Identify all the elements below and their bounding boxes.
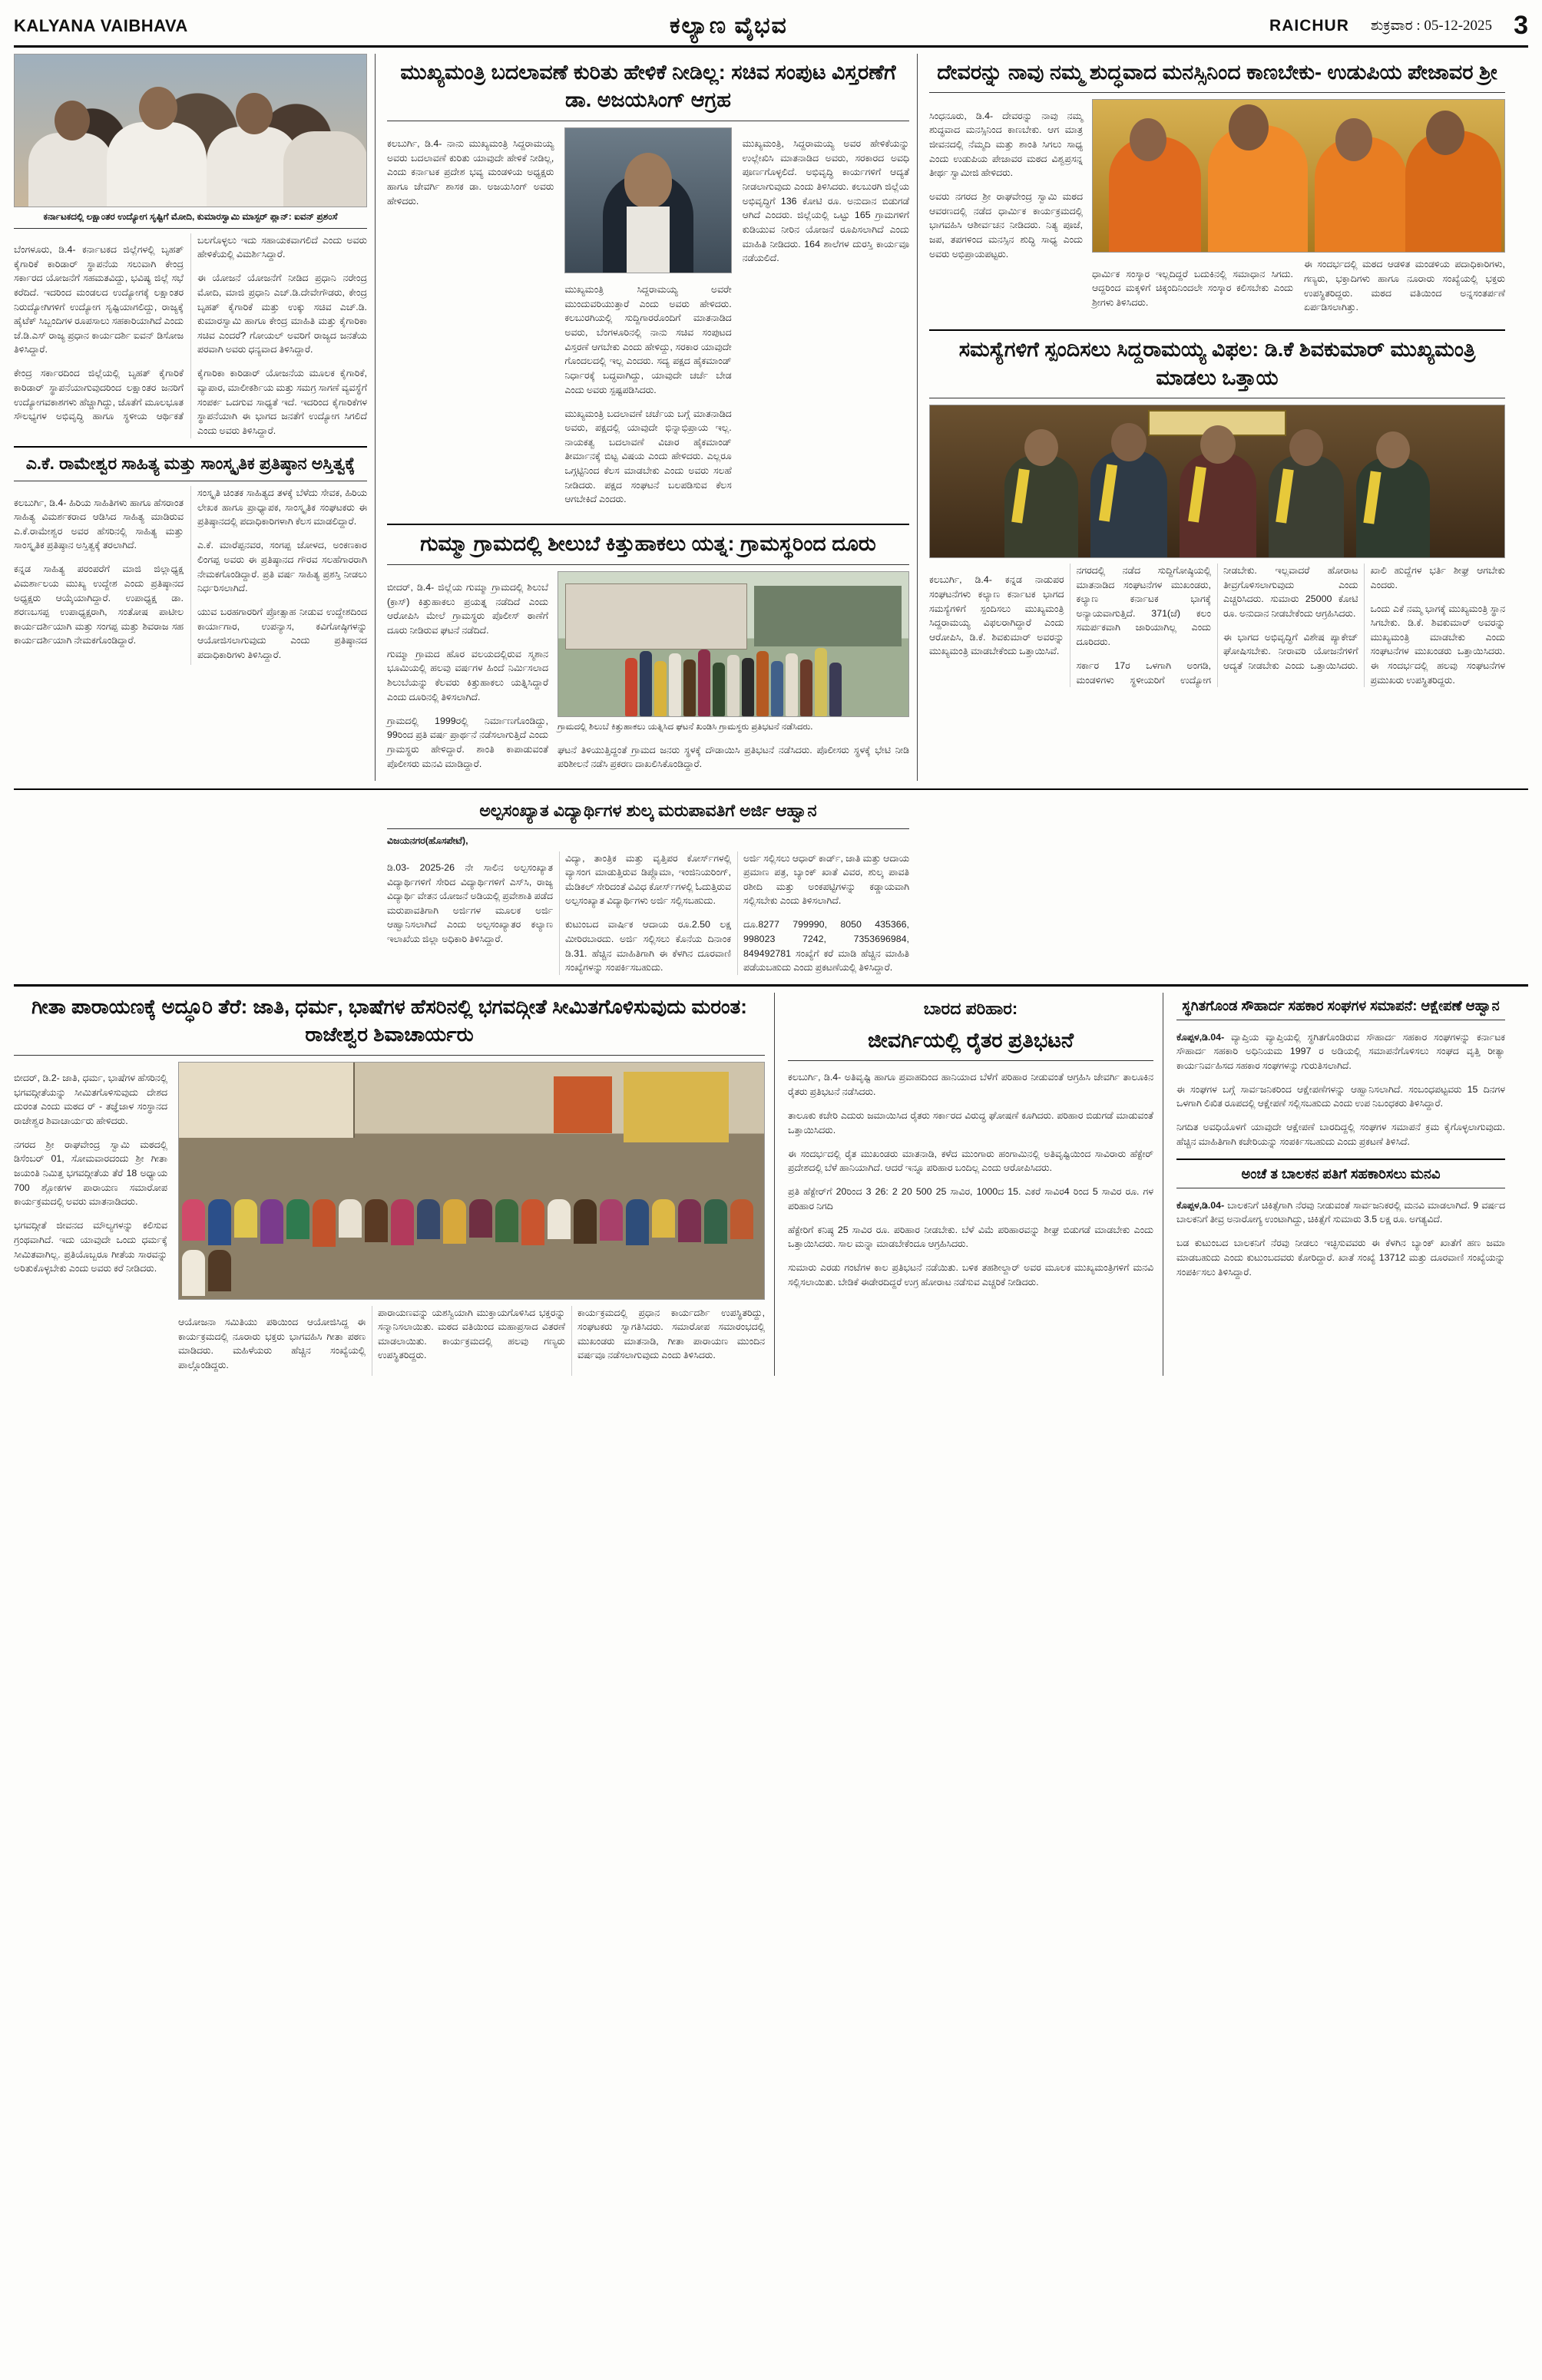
paragraph: ಕಲಬುರ್ಗಿ, ಡಿ.4- ಹಿರಿಯ ಸಾಹಿತಿಗಳು ಹಾಗೂ ಹೆಸರಾಂತ ಸಾಹಿತ್ಯ ವಿಮರ್ಶಕರಾದ ಆಡಿಸಿದ ಸಾಹಿತ್ಯ ಮಾಡಿರುವ ಎ.ಕೆ.ರಾಮೇಶ್ವರ ಅವರ ಹೆಸರಿನಲ್ಲಿ ಸಾಹಿತ್ಯ ಮತ್ತು ಸಾಂಸ್ಕೃತಿಕ ಪ್ರತಿಷ್ಠಾನ ಅಸ್ತಿತ್ವಕ್ಕೆ ತರಲಾಗಿದೆ. [14, 497, 184, 551]
story-2-headline: ಮುಖ್ಯಮಂತ್ರಿ ಬದಲಾವಣೆ ಕುರಿತು ಹೇಳಿಕೆ ನೀಡಿಲ್ಲ: ಸಚಿವ ಸಂಪುಟ ವಿಸ್ತರಣೆಗೆ ಡಾ. ಅಜಯಸಿಂಗ್ ಆಗ್ರಹ [400, 61, 896, 112]
paragraph: ಕುಟುಂಬದ ವಾರ್ಷಿಕ ಆದಾಯ ರೂ.2.50 ಲಕ್ಷ ಮೀರಿರಬಾರದು. ಅರ್ಜಿ ಸಲ್ಲಿಸಲು ಕೊನೆಯ ದಿನಾಂಕ ಡಿ.31. ಹೆಚ್ಚಿನ ಮಾಹಿತಿಗಾಗಿ ಈ ಕೆಳಗಿನ ದೂರವಾಣಿ ಸಂಖ್ಯೆಗಳನ್ನು ಸಂಪರ್ಕಿಸಬಹುದು. [565, 919, 731, 973]
paragraph: ಸಂಸ್ಕೃತಿ ಚಿಂತಕ ಸಾಹಿತ್ಯದ ತಳಕ್ಕೆ ಬೆಳೆದು ಸೇವಕ, ಹಿರಿಯ ಲೇಖಕ ಹಾಗೂ ಪ್ರಾಧ್ಯಾಪಕ, ಸಾಂಸ್ಕೃತಿಕ ಸಂಘಟಕರು ಈ ಪ್ರತಿಷ್ಠಾನದಲ್ಲಿ ಪದಾಧಿಕಾರಿಗಳಾಗಿ ಕೆಲಸ ಮಾಡಲಿದ್ದಾರೆ. [197, 488, 367, 527]
paragraph: ಈ ಭಾಗದ ಅಭಿವೃದ್ಧಿಗೆ ವಿಶೇಷ ಪ್ಯಾಕೇಜ್ ಘೋಷಿಸಬೇಕು. ನೀರಾವರಿ ಯೋಜನೆಗಳಿಗೆ ಆದ್ಯತೆ ನೀಡಬೇಕು ಎಂದು ಒತ್ತಾಯಿಸಿದರು. ಖಾಲಿ ಹುದ್ದೆಗಳ ಭರ್ತಿ ಶೀಘ್ರ ಆಗಬೇಕು ಎಂದರು. [1223, 565, 1505, 672]
story-2 [379, 54, 917, 781]
paragraph: ಮುಖ್ಯಮಂತ್ರಿ ಬದಲಾವಣೆ ಚರ್ಚೆಯ ಬಗ್ಗೆ ಮಾತನಾಡಿದ ಅವರು, ಪಕ್ಷದಲ್ಲಿ ಯಾವುದೇ ಭಿನ್ನಾಭಿಪ್ರಾಯ ಇಲ್ಲ. ನಾಯಕತ್ವ ಬದಲಾವಣೆ ವಿಚಾರ ಹೈಕಮಾಂಡ್ ತೀರ್ಮಾನಕ್ಕೆ ಬಿಟ್ಟ ವಿಷಯ ಎಂದು ಹೇಳಿದರು. ಎಲ್ಲರೂ ಒಗ್ಗಟ್ಟಿನಿಂದ ಕೆಲಸ ಮಾಡಬೇಕು ಎಂದು ಅವರು ಸಲಹೆ ನೀಡಿದರು. ಪಕ್ಷದ ಸಂಘಟನೆ ಬಲಪಡಿಸುವ ಕೆಲಸ ಆಗಬೇಕಿದೆ ಎಂದರು. [564, 408, 732, 505]
paragraph: ಒಂದು ಎಕೆ ನಮ್ಮ ಭಾಗಕ್ಕೆ ಮುಖ್ಯಮಂತ್ರಿ ಸ್ಥಾನ ಸಿಗಬೇಕು. ಡಿ.ಕೆ. ಶಿವಕುಮಾರ್ ಅವರನ್ನು ಮುಖ್ಯಮಂತ್ರಿ ಮಾಡಬೇಕು ಎಂದು ಸಂಘಟನೆಗಳ ಮುಖಂಡರು ಒತ್ತಾಯಿಸಿದರು. ಈ ಸಂದರ್ಭದಲ್ಲಿ ಹಲವು ಸಂಘಟನೆಗಳ ಪ್ರಮುಖರು ಉಪಸ್ಥಿತರಿದ್ದರು. [1370, 603, 1505, 686]
story-3-photo [1092, 99, 1505, 253]
story-6-headline: ಸಮಸ್ಯೆಗಳಿಗೆ ಸ್ಪಂದಿಸಲು ಸಿದ್ದರಾಮಯ್ಯ ವಿಫಲ: ಡಿ.ಕೆ ಶಿವಕುಮಾರ್ ಮುಖ್ಯಮಂತ್ರಿ ಮಾಡಲು ಒತ್ತಾಯ [958, 338, 1476, 389]
paragraph: ಸರ್ಕಾರ 17ರ ಒಳಗಾಗಿ ಅಂಗಡಿ, ಮಂಡಳಿಗಳು ಸ್ಥಳೀಯರಿಗೆ ಉದ್ಯೋಗ ನೀಡಬೇಕು. ಇಲ್ಲವಾದರೆ ಹೋರಾಟ ತೀವ್ರಗೊಳಿಸಲಾಗುವುದು ಎಂದು ಎಚ್ಚರಿಸಿದರು. ಸುಮಾರು 25000 ಕೋಟಿ ರೂ. ಅನುದಾನ ನೀಡಬೇಕೆಂದು ಆಗ್ರಹಿಸಿದರು. [1076, 565, 1358, 686]
paragraph: ಗುಮ್ಮಾ ಗ್ರಾಮದ ಹೊರ ವಲಯದಲ್ಲಿರುವ ಸ್ಮಶಾನ ಭೂಮಿಯಲ್ಲಿ ಹಲವು ವರ್ಷಗಳ ಹಿಂದೆ ನಿರ್ಮಿಸಲಾದ ಶಿಲುಬೆಯನ್ನು ಕೆಲವರು ಕಿತ್ತುಹಾಕಲು ಯತ್ನಿಸಿದ್ದಾರೆ ಎಂದು ದೂರಿನಲ್ಲಿ ತಿಳಿಸಲಾಗಿದೆ. [387, 648, 548, 702]
story-4-caption: ಗ್ರಾಮದಲ್ಲಿ ಶಿಲುಬೆ ಕಿತ್ತುಹಾಕಲು ಯತ್ನಿಸಿದ ಘಟನೆ ಖಂಡಿಸಿ ಗ್ರಾಮಸ್ಥರು ಪ್ರತಿಭಟನೆ ನಡೆಸಿದರು. [558, 722, 813, 732]
paragraph: ಬೆಂಗಳೂರು, ಡಿ.4- ಕರ್ನಾಟಕದ ಜಿಲ್ಲೆಗಳಲ್ಲಿ ಬೃಹತ್ ಕೈಗಾರಿಕೆ ಕಾರಿಡಾರ್ ಸ್ಥಾಪನೆಯ ಸಲುವಾಗಿ ಕೇಂದ್ರ ಸರ್ಕಾರದ ಯೋಜನೆಗೆ ಸಹಮತವಿದ್ದು, ಭವಿಷ್ಯ ಜಿಲ್ಲೆ ಸಭೆ ಕರೆದಿದೆ. ಇದರಿಂದ ಮಂಡಲದ ಉದ್ಯೋಗಕ್ಕೆ ಲಕ್ಷಾಂತರ ನಿರುದ್ಯೋಗಿಗಳಿಗೆ ಉದ್ಯೋಗ ಸೃಷ್ಟಿಯಾಗಲಿದ್ದು, ರಾಜ್ಯಕ್ಕೆ ಹೈಟೆಕ್ ಸಿಬ್ಬಂದಿಗಳ ರೂಪಸಾಲು ಸಹಕಾರಿಯಾಗಿದೆ ಎಂದು ಜೆ.ಡಿ.ಎಸ್ ರಾಜ್ಯ ಪ್ರಧಾನ ಕಾರ್ಯದರ್ಶಿ ಐವನ್ ಡಿಸೋಜ ತಿಳಿಸಿದ್ದಾರೆ. [14, 244, 184, 355]
paragraph: ಯುವ ಬರಹಗಾರರಿಗೆ ಪ್ರೋತ್ಸಾಹ ನೀಡುವ ಉದ್ದೇಶದಿಂದ ಕಾರ್ಯಾಗಾರ, ಉಪನ್ಯಾಸ, ಕವಿಗೋಷ್ಠಿಗಳನ್ನು ಆಯೋಜಿಸಲಾಗುವುದು ಎಂದು ಪ್ರತಿಷ್ಠಾನದ ಪದಾಧಿಕಾರಿಗಳು ತಿಳಿಸಿದ್ದಾರೆ. [197, 607, 367, 661]
paragraph: ಕಾರ್ಯಕ್ರಮದಲ್ಲಿ ಪ್ರಧಾನ ಕಾರ್ಯದರ್ಶಿ ಉಪಸ್ಥಿತರಿದ್ದು, ಸಂಘಟಕರು ಸ್ವಾಗತಿಸಿದರು. ಸಮಾರೋಪ ಸಮಾರಂಭದಲ್ಲಿ ಮುಖಂಡರು ಮಾತನಾಡಿ, ಗೀತಾ ಪಾರಾಯಣ ಮುಂದಿನ ವರ್ಷವೂ ನಡೆಸಲಾಗುವುದು ಎಂದು ತಿಳಿಸಿದರು. [577, 1307, 765, 1361]
story-3-col-1 [929, 99, 1083, 322]
story-1 [14, 54, 375, 781]
story-9-kicker: ಬಾರದ ಪರಿಹಾರ: [923, 998, 1018, 1018]
story-4-headline: ಗುಮ್ಮಾ ಗ್ರಾಮದಲ್ಲಿ ಶೀಲುಬೆ ಕಿತ್ತುಹಾಕಲು ಯತ್ನ: ಗ್ರಾಮಸ್ಥರಿಂದ ದೂರು [420, 532, 876, 556]
story-4-col-1 [387, 571, 548, 782]
story-1-caption: ಕರ್ನಾಟಕದಲ್ಲಿ ಲಕ್ಷಾಂತರ ಉದ್ಯೋಗ ಸೃಷ್ಟಿಗೆ ಮೋದಿ, ಕುಮಾರಸ್ವಾಮಿ ಮಾಸ್ಟರ್ ಪ್ಲಾನ್: ಐವನ್ ಪ್ರಶಂಸೆ [43, 211, 338, 222]
story-2-col-1 [387, 127, 554, 516]
masthead-left-title: KALYANA VAIBHAVA [14, 15, 188, 35]
paragraph: ಭಗವದ್ಗೀತೆ ಜೀವನದ ಮೌಲ್ಯಗಳನ್ನು ಕಲಿಸುವ ಗ್ರಂಥವಾಗಿದೆ. ಇದು ಯಾವುದೇ ಒಂದು ಧರ್ಮಕ್ಕೆ ಸೀಮಿತವಾಗಿಲ್ಲ. ಪ್ರತಿಯೊಬ್ಬರೂ ಗೀತೆಯ ಸಾರವನ್ನು ಅರಿತುಕೊಳ್ಳಬೇಕು ಎಂದು ಅವರು ಕರೆ ನೀಡಿದರು. [14, 1220, 167, 1274]
story-7-headline: ಅಲ್ಪಸಂಖ್ಯಾತ ವಿದ್ಯಾರ್ಥಿಗಳ ಶುಲ್ಕ ಮರುಪಾವತಿಗೆ ಅರ್ಜಿ ಆಹ್ವಾನ [479, 801, 817, 821]
story-3 [922, 54, 1505, 781]
masthead [14, 11, 1528, 48]
paragraph: ಕಲಬುರ್ಗಿ, ಡಿ.4- ಅತಿವೃಷ್ಟಿ ಹಾಗೂ ಪ್ರವಾಹದಿಂದ ಹಾನಿಯಾದ ಬೆಳೆಗೆ ಪರಿಹಾರ ನೀಡುವಂತೆ ಆಗ್ರಹಿಸಿ ಜೇವರ್ಗಿ ತಾಲೂಕಿನ ರೈತರು ಪ್ರತಿಭಟನೆ ನಡೆಸಿದರು. [788, 1072, 1153, 1097]
story-3-headline: ದೇವರನ್ನು ನಾವು ನಮ್ಮ ಶುದ್ಧವಾದ ಮನಸ್ಸಿನಿಂದ ಕಾಣಬೇಕು- ಉಡುಪಿಯ ಪೇಜಾವರ ಶ್ರೀ [937, 61, 1497, 84]
story-8-body [178, 1306, 765, 1376]
masthead-date: 05-12-2025 [1424, 17, 1493, 34]
paragraph: ಕನ್ನಡ ಸಾಹಿತ್ಯ ಪರಂಪರೆಗೆ ಮಾಜಿ ಜಿಲ್ಲಾಧ್ಯಕ್ಷ ವಿಮರ್ಶಾಲಯ ಮುಖ್ಯ ಉದ್ದೇಶ ಎಂದು ಪ್ರತಿಷ್ಠಾನದ ಅಧ್ಯಕ್ಷರು ಆಯ್ಕೆಯಾಗಿದ್ದಾರೆ. ಉಪಾಧ್ಯಕ್ಷ ಡಾ. ಶರಣಬಸಪ್ಪ ಉಪಾಧ್ಯಕ್ಷರಾಗಿ, ಸಂತೋಷ ಪಾಟೀಲ ಕಾರ್ಯದರ್ಶಿಯಾಗಿ ಮತ್ತು ಸಂಗಪ್ಪ ಮತ್ತು ಶಿವರಾಜ ಸಹ ಕಾರ್ಯದರ್ಶಿಯಾಗಿ ನೇಮಕಗೊಂಡಿದ್ದಾರೆ. [14, 564, 184, 646]
paragraph: ಈ ಯೋಜನೆ ಯೋಜನೆಗೆ ನೀಡಿದ ಪ್ರಧಾನಿ ನರೇಂದ್ರ ಮೋದಿ, ಮಾಜಿ ಪ್ರಧಾನಿ ಎಚ್.ಡಿ.ದೇವೇಗೌಡರು, ಕೇಂದ್ರ ಬೃಹತ್ ಕೈಗಾರಿಕೆ ಮತ್ತು ಉಕ್ಕು ಸಚಿವ ಎಚ್.ಡಿ. ಕುಮಾರಸ್ವಾಮಿ ಹಾಗೂ ಕೇಂದ್ರ ಮಾಹಿತಿ ಮತ್ತು ಕೈಗಾರಿಕಾ ಸಚಿವ ಎಂದರೆ? ಗೋಯಲ್ ಅವರಿಗೆ ರಾಜ್ಯದ ಜನತೆಯ ಪರವಾಗಿ ಅವರು ಧನ್ಯವಾದ ತಿಳಿಸಿದ್ದಾರೆ. [197, 273, 367, 355]
paragraph: ಬಾಲಕನಿಗೆ ಚಿಕಿತ್ಸೆಗಾಗಿ ನೆರವು ನೀಡುವಂತೆ ಸಾರ್ವಜನಿಕರಲ್ಲಿ ಮನವಿ ಮಾಡಲಾಗಿದೆ. 9 ವರ್ಷದ ಬಾಲಕನಿಗೆ ತೀವ್ರ ಅನಾರೋಗ್ಯ ಉಂಟಾಗಿದ್ದು, ಚಿಕಿತ್ಸೆಗೆ ಸುಮಾರು 3.5 ಲಕ್ಷ ರೂ. ಅಗತ್ಯವಿದೆ. [1176, 1199, 1505, 1225]
story-8-col-1 [14, 1062, 167, 1376]
paragraph: ಕಲಬುರ್ಗಿ, ಡಿ.4- ಕನ್ನಡ ನಾಡುಪರ ಸಂಘಟನೆಗಳು ಕಲ್ಯಾಣ ಕರ್ನಾಟಕ ಭಾಗದ ಸಮಸ್ಯೆಗಳಿಗೆ ಸ್ಪಂದಿಸಲು ಮುಖ್ಯಮಂತ್ರಿ ಸಿದ್ದರಾಮಯ್ಯ ವಿಫಲರಾಗಿದ್ದಾರೆ ಎಂದು ಆರೋಪಿಸಿ, ಡಿ.ಕೆ. ಶಿವಕುಮಾರ್ ಅವರನ್ನು ಮುಖ್ಯಮಂತ್ರಿ ಮಾಡಬೇಕೆಂದು ಒತ್ತಾಯಿಸಿವೆ. [929, 574, 1064, 657]
page-number: 3 [1514, 11, 1528, 40]
story-8-headline: ಗೀತಾ ಪಾರಾಯಣಕ್ಕೆ ಅದ್ಧೂರಿ ತೆರೆ: ಜಾತಿ, ಧರ್ಮ, ಭಾಷೆಗಳ ಹೆಸರಿನಲ್ಲಿ ಭಗವದ್ಗೀತೆ ಸೀಮಿತಗೊಳಿಸುವುದು ಮರಂತ: ರಾಜೇಶ್ವರ ಶಿವಾಚಾರ್ಯರು [31, 994, 747, 1046]
paragraph: ವ್ಯಾಪ್ತಿಯ ವ್ಯಾಪ್ತಿಯಲ್ಲಿ ಸ್ಥಗಿತಗೊಂಡಿರುವ ಸೌಹಾರ್ದ ಸಹಕಾರ ಸಂಘಗಳನ್ನು ಕರ್ನಾಟಕ ಸೌಹಾರ್ದ ಸಹಕಾರಿ ಅಧಿನಿಯಮ 1997 ರ ಅಡಿಯಲ್ಲಿ ಸಮಾಪನೆಗೊಳಿಸಲು ಸಂಘದ ವೃತ್ತಿ ರೀತ್ಯಾ ಕಾರ್ಯನಿರ್ವಹಿಸದ ಸಹಕಾರ ಸಂಘಗಳನ್ನು ಗುರುತಿಸಲಾಗಿದೆ. [1176, 1031, 1505, 1071]
story-7 [379, 795, 917, 975]
paragraph: ಪ್ರತಿ ಹೆಕ್ಟೇರ್‌ಗೆ 20ರಿಂದ 3 26: 2 20 500 25 ಸಾವಿರ, 1000ದ 15. ಎಕರೆ ಸಾವಿರ4 ರಿಂದ 5 ಸಾವಿರ ರೂ. ಗಳ ಪರಿಹಾರ ನಿಗದಿ [788, 1186, 1153, 1211]
story-10-body [1176, 1030, 1505, 1149]
story-2-col-2 [564, 127, 731, 516]
paragraph: ಡಿ.03- 2025-26 ನೇ ಸಾಲಿನ ಅಲ್ಪಸಂಖ್ಯಾತ ವಿದ್ಯಾರ್ಥಿಗಳಿಗೆ ಸೇರಿದ ವಿದ್ಯಾರ್ಥಿಗಳಿಗೆ ಎಸ್‌ಸಿ, ರಾಜ್ಯ ವಿದ್ಯಾರ್ಥಿ ವೇತನ ಯೋಜನೆ ಅಡಿಯಲ್ಲಿ ಪ್ರವೇಶಾತಿ ಪಡೆದ ಮರುಪಾವತಿಗಾಗಿ ಅರ್ಜಿಗಳ ಮೂಲಕ ಅರ್ಜಿ ಆಹ್ವಾನಿಸಲಾಗಿದೆ ಎಂದು ಅಲ್ಪಸಂಖ್ಯಾತರ ಕಲ್ಯಾಣ ಇಲಾಖೆಯ ಜಿಲ್ಲಾ ಅಧಿಕಾರಿ ತಿಳಿಸಿದ್ದಾರೆ. [387, 861, 554, 945]
story-11-body [1176, 1198, 1505, 1279]
paragraph: ಅರ್ಜಿ ಸಲ್ಲಿಸಲು ಆಧಾರ್ ಕಾರ್ಡ್, ಜಾತಿ ಮತ್ತು ಆದಾಯ ಪ್ರಮಾಣ ಪತ್ರ, ಬ್ಯಾಂಕ್ ಖಾತೆ ವಿವರ, ಶುಲ್ಕ ಪಾವತಿ ರಶೀದಿ ಮತ್ತು ಅಂಕಪಟ್ಟಿಗಳನ್ನು ಕಡ್ಡಾಯವಾಗಿ ಸಲ್ಲಿಸಬೇಕು ಎಂದು ತಿಳಿಸಲಾಗಿದೆ. [743, 852, 909, 907]
story-1-photo [14, 54, 367, 207]
bottom-right-column [1167, 993, 1505, 1376]
masthead-city: RAICHUR [1269, 16, 1349, 35]
paragraph: ಮುಖ್ಯಮಂತ್ರಿ, ಸಿದ್ದರಾಮಯ್ಯ ಅವರ ಹೇಳಿಕೆಯನ್ನು ಉಲ್ಲೇಖಿಸಿ ಮಾತನಾಡಿದ ಅವರು, ಸರಕಾರದ ಅವಧಿ ಪೂರ್ಣಗೊಳ್ಳಲಿದೆ. ಅಭಿವೃದ್ಧಿ ಕಾರ್ಯಗಳಿಗೆ ಆದ್ಯತೆ ನೀಡಲಾಗುವುದು ಎಂದು ತಿಳಿಸಿದರು. ಕಲಬುರಗಿ ಜಿಲ್ಲೆಯ ಅಭಿವೃದ್ಧಿಗೆ 136 ಕೋಟಿ ರೂ. ಅನುದಾನ ಬಿಡುಗಡೆ ಆಗಿದೆ ಎಂದರು. ಜಿಲ್ಲೆಯಲ್ಲಿ ಒಟ್ಟು 165 ಗ್ರಾಮಗಳಿಗೆ ಕುಡಿಯುವ ನೀರಿನ ಯೋಜನೆ ರೂಪಿಸಲಾಗಿದೆ ಎಂದು ಮಾಹಿತಿ ನೀಡಿದರು. 164 ಶಾಲೆಗಳ ದುರಸ್ತಿ ಕಾರ್ಯವೂ ನಡೆಯಲಿದೆ. [742, 138, 909, 264]
paragraph: ಪಾರಾಯಣವನ್ನು ಯಶಸ್ವಿಯಾಗಿ ಮುಕ್ತಾಯಗೊಳಿಸಿದ ಭಕ್ತರನ್ನು ಸನ್ಮಾನಿಸಲಾಯಿತು. ಮಠದ ವತಿಯಿಂದ ಮಹಾಪ್ರಸಾದ ವಿತರಣೆ ಮಾಡಲಾಯಿತು. ಕಾರ್ಯಕ್ರಮದಲ್ಲಿ ಹಲವು ಗಣ್ಯರು ಉಪಸ್ಥಿತರಿದ್ದರು. [378, 1307, 565, 1361]
masthead-day: ಶುಕ್ರವಾರ : [1370, 17, 1421, 34]
paragraph: ದೂ.8277 799990, 8050 435366, 998023 7242, 7353696984, 849492781 ಸಂಖ್ಯೆಗೆ ಕರೆ ಮಾಡಿ ಹೆಚ್ಚಿನ ಮಾಹಿತಿ ಪಡೆಯಬಹುದು ಎಂದು ಪ್ರಕಟಣೆಯಲ್ಲಿ ತಿಳಿಸಿದ್ದಾರೆ. [743, 919, 909, 973]
bottom-section [14, 993, 1528, 1376]
story-9-body [788, 1070, 1153, 1289]
paragraph: ಈ ಸಂದರ್ಭದಲ್ಲಿ ಮಠದ ಆಡಳಿತ ಮಂಡಳಿಯ ಪದಾಧಿಕಾರಿಗಳು, ಗಣ್ಯರು, ಭಕ್ತಾದಿಗಳು ಹಾಗೂ ನೂರಾರು ಸಂಖ್ಯೆಯಲ್ಲಿ ಭಕ್ತರು ಉಪಸ್ಥಿತರಿದ್ದರು. ಮಠದ ವತಿಯಿಂದ ಅನ್ನಸಂತರ್ಪಣೆ ಏರ್ಪಡಿಸಲಾಗಿತ್ತು. [1304, 259, 1505, 313]
masthead-center-title: ಕಲ್ಯಾಣ ವೈಭವ [670, 12, 788, 38]
story-2-col-3 [743, 127, 909, 516]
story-10-headline: ಸ್ಥಗಿತಗೊಂಡ ಸೌಹಾರ್ದ ಸಹಕಾರ ಸಂಘಗಳ ಸಮಾಪನೆ: ಆಕ್ಷೇಪಣೆ ಆಹ್ವಾನ [1182, 997, 1500, 1013]
paragraph: ನಗರದ ಶ್ರೀ ರಾಘವೇಂದ್ರ ಸ್ವಾಮಿ ಮಠದಲ್ಲಿ ಡಿಸೆಂಬರ್ 01, ಸೋಮವಾರದಂದು ಶ್ರೀ ಗೀತಾ ಜಯಂತಿ ನಿಮಿತ್ತ ಭಗವದ್ಗೀತೆಯ ತೆರೆ 18 ಅಧ್ಯಾಯ 700 ಶ್ಲೋಕಗಳ ಪಾರಾಯಣ ಸಮಾರೋಪ ಕಾರ್ಯಕ್ರಮದಲ್ಲಿ ಅವರು ಮಾತನಾಡಿದರು. [14, 1139, 167, 1208]
story-9-headline: ಜೀವರ್ಗಿಯಲ್ಲಿ ರೈತರ ಪ್ರತಿಭಟನೆ [867, 1028, 1074, 1052]
paragraph: ಎ.ಕೆ. ಮಾರೆಪ್ಪನವರ, ಸಂಗಪ್ಪ ಜೋಳದ, ಅಂಕಣಕಾರ ಲಿಂಗಪ್ಪ ಅವರು ಈ ಪ್ರತಿಷ್ಠಾನದ ಗೌರವ ಸಲಹೆಗಾರರಾಗಿ ನೇಮಕಗೊಂಡಿದ್ದಾರೆ. ಪ್ರತಿ ವರ್ಷ ಸಾಹಿತ್ಯ ಪ್ರಶಸ್ತಿ ನೀಡಲು ನಿರ್ಧರಿಸಲಾಗಿದೆ. [197, 540, 367, 594]
paragraph: ಬಡ ಕುಟುಂಬದ ಬಾಲಕನಿಗೆ ನೆರವು ನೀಡಲು ಇಚ್ಛಿಸುವವರು ಈ ಕೆಳಗಿನ ಬ್ಯಾಂಕ್ ಖಾತೆಗೆ ಹಣ ಜಮಾ ಮಾಡಬಹುದು ಎಂದು ಕುಟುಂಬದವರು ಕೋರಿದ್ದಾರೆ. ಖಾತೆ ಸಂಖ್ಯೆ 13712 ಮತ್ತು ದೂರವಾಣಿ ಸಂಖ್ಯೆಯನ್ನು ಸಂಪರ್ಕಿಸಲು ತಿಳಿಸಿದ್ದಾರೆ. [1176, 1238, 1505, 1278]
paragraph: ಗ್ರಾಮದಲ್ಲಿ 1999ರಲ್ಲಿ ನಿರ್ಮಾಣಗೊಂಡಿದ್ದು, 99ರಿಂದ ಪ್ರತಿ ವರ್ಷ ಪ್ರಾರ್ಥನೆ ನಡೆಸಲಾಗುತ್ತಿದೆ ಎಂದು ಗ್ರಾಮಸ್ಥರು ಹೇಳಿದ್ದಾರೆ. ಶಾಂತಿ ಕಾಪಾಡುವಂತೆ ಪೊಲೀಸರು ಮನವಿ ಮಾಡಿದ್ದಾರೆ. [387, 715, 548, 769]
story-11-dateline: ಕೊಪ್ಪಳ,ಡಿ.04- [1176, 1199, 1225, 1211]
paragraph: ಹೆಕ್ಟೇರಿಗೆ ಕನಿಷ್ಠ 25 ಸಾವಿರ ರೂ. ಪರಿಹಾರ ನೀಡಬೇಕು. ಬೆಳೆ ವಿಮೆ ಪರಿಹಾರವನ್ನು ಶೀಘ್ರ ಬಿಡುಗಡೆ ಮಾಡಬೇಕು ಎಂದು ಒತ್ತಾಯಿಸಿದರು. ಸಾಲ ಮನ್ನಾ ಮಾಡಬೇಕೆಂದೂ ಆಗ್ರಹಿಸಿದರು. [788, 1224, 1153, 1250]
paragraph: ಮುಖ್ಯಮಂತ್ರಿ ಸಿದ್ದರಾಮಯ್ಯ ಅವರೇ ಮುಂದುವರಿಯುತ್ತಾರೆ ಎಂದು ಅವರು ಹೇಳಿದರು. ಕಲಬುರಗಿಯಲ್ಲಿ ಸುದ್ದಿಗಾರರೊಂದಿಗೆ ಮಾತನಾಡಿದ ಅವರು, ಬೆಂಗಳೂರಿನಲ್ಲಿ ನಾನು ಸಚಿವ ಸಂಪುಟದ ವಿಸ್ತರಣೆ ಆಗಬೇಕು ಎಂದು ಹೇಳಿದ್ದು, ಸರಕಾರ ಯಾವುದೇ ಗೊಂದಲದಲ್ಲಿ ಇಲ್ಲ ಎಂದರು. ಸದ್ಯ ಪಕ್ಷದ ಹೈಕಮಾಂಡ್ ನಿರ್ಧಾರಕ್ಕೆ ಬದ್ಧವಾಗಿದ್ದು, ಯಾವುದೇ ಚರ್ಚೆ ಬೇಡ ಎಂದು ಅವರು ಸ್ಪಷ್ಟಪಡಿಸಿದರು. [564, 284, 732, 395]
paragraph: ಬೀದರ್, ಡಿ.2- ಜಾತಿ, ಧರ್ಮ, ಭಾಷೆಗಳ ಹೆಸರಿನಲ್ಲಿ ಭಗವದ್ಗೀತೆಯನ್ನು ಸೀಮಿತಗೊಳಿಸುವುದು ದೇಶದ ದುರಂತ ಎಂದು ಮಠದ ರ್ - ತಜ್ಞೆಜಾಳ ಸಂಸ್ಥಾನದ ರಾಜೇಶ್ವರ ಶಿವಾಚಾರ್ಯರು ಹೇಳಿದರು. [14, 1073, 167, 1126]
story-6-photo [929, 405, 1505, 558]
paragraph: ಈ ಸಂಘಗಳ ಬಗ್ಗೆ ಸಾರ್ವಜನಿಕರಿಂದ ಆಕ್ಷೇಪಣೆಗಳನ್ನು ಆಹ್ವಾನಿಸಲಾಗಿದೆ. ಸಂಬಂಧಪಟ್ಟವರು 15 ದಿನಗಳ ಒಳಗಾಗಿ ಲಿಖಿತ ರೂಪದಲ್ಲಿ ಆಕ್ಷೇಪಣೆ ಸಲ್ಲಿಸಬಹುದು ಎಂದು ಉಪ ನಿಬಂಧಕರು ತಿಳಿಸಿದ್ದಾರೆ. [1176, 1083, 1505, 1109]
story-8-photo [178, 1062, 765, 1300]
story-7-body [387, 851, 909, 975]
paragraph: ಕಲಬುರ್ಗಿ, ಡಿ.4- ನಾನು ಮುಖ್ಯಮಂತ್ರಿ ಸಿದ್ದರಾಮಯ್ಯ ಅವರು ಬದಲಾವಣೆ ಕುರಿತು ಯಾವುದೇ ಹೇಳಿಕೆ ನೀಡಿಲ್ಲ, ಎಂದು ಕರ್ನಾಟಕ ಪ್ರದೇಶ ಭವ್ಯ ಮಂಡಳಿಯ ಅಧ್ಯಕ್ಷರು ಹಾಗೂ ಜೇವರ್ಗಿ ಶಾಸಕ ಡಾ. ಅಜಯಸಿಂಗ್ ಅವರು ಹೇಳಿದರು. [387, 138, 554, 207]
story-10-dateline: ಕೊಪ್ಪಳ,ಡಿ.04- [1176, 1031, 1225, 1043]
paragraph: ತಾಲೂಕು ಕಚೇರಿ ಎದುರು ಜಮಾಯಿಸಿದ ರೈತರು ಸರ್ಕಾರದ ವಿರುದ್ಧ ಘೋಷಣೆ ಕೂಗಿದರು. ಪರಿಹಾರ ಬಿಡುಗಡೆ ಮಾಡುವಂತೆ ಒತ್ತಾಯಿಸಿದರು. [788, 1109, 1153, 1135]
paragraph: ವಿದ್ಯಾ, ತಾಂತ್ರಿಕ ಮತ್ತು ವೃತ್ತಿಪರ ಕೋರ್ಸ್‌ಗಳಲ್ಲಿ ವ್ಯಾಸಂಗ ಮಾಡುತ್ತಿರುವ ಡಿಪ್ಲೊಮಾ, ಇಂಜಿನಿಯರಿಂಗ್, ಮೆಡಿಕಲ್ ಸೇರಿದಂತೆ ವಿವಿಧ ಕೋರ್ಸ್‌ಗಳಲ್ಲಿ ಓದುತ್ತಿರುವ ಅಲ್ಪಸಂಖ್ಯಾತ ವಿದ್ಯಾರ್ಥಿಗಳು ಅರ್ಜಿ ಸಲ್ಲಿಸಬಹುದು. [565, 852, 731, 907]
paragraph: ನಿಗದಿತ ಅವಧಿಯೊಳಗೆ ಯಾವುದೇ ಆಕ್ಷೇಪಣೆ ಬಾರದಿದ್ದಲ್ಲಿ ಸಂಘಗಳ ಸಮಾಪನೆ ಕ್ರಮ ಕೈಗೊಳ್ಳಲಾಗುವುದು. ಹೆಚ್ಚಿನ ಮಾಹಿತಿಗಾಗಿ ಕಚೇರಿಯನ್ನು ಸಂಪರ್ಕಿಸಬಹುದು ಎಂದು ಪ್ರಕಟಣೆ ತಿಳಿಸಿದೆ. [1176, 1122, 1505, 1147]
top-section [14, 54, 1528, 781]
story-1-body [14, 233, 367, 438]
paragraph: ಸುಮಾರು ಎರಡು ಗಂಟೆಗಳ ಕಾಲ ಪ್ರತಿಭಟನೆ ನಡೆಯಿತು. ಬಳಿಕ ತಹಶೀಲ್ದಾರ್ ಅವರ ಮೂಲಕ ಮುಖ್ಯಮಂತ್ರಿಗಳಿಗೆ ಮನವಿ ಸಲ್ಲಿಸಲಾಯಿತು. ಬೇಡಿಕೆ ಈಡೇರದಿದ್ದರೆ ಉಗ್ರ ಹೋರಾಟ ನಡೆಸುವ ಎಚ್ಚರಿಕೆ ನೀಡಿದರು. [788, 1262, 1153, 1288]
paragraph: ಧಾರ್ಮಿಕ ಸಂಸ್ಕಾರ ಇಲ್ಲದಿದ್ದರೆ ಬದುಕಿನಲ್ಲಿ ಸಮಾಧಾನ ಸಿಗದು. ಆದ್ದರಿಂದ ಮಕ್ಕಳಿಗೆ ಚಿಕ್ಕಂದಿನಿಂದಲೇ ಸಂಸ್ಕಾರ ಕಲಿಸಬೇಕು ಎಂದು ಶ್ರೀಗಳು ತಿಳಿಸಿದರು. [1092, 268, 1293, 309]
paragraph: ಕೈಗಾರಿಕಾ ಕಾರಿಡಾರ್ ಯೋಜನೆಯ ಮೂಲಕ ಕೈಗಾರಿಕೆ, ವ್ಯಾಪಾರ, ಮಾಲೀಕರ್ಶಿಯ ಮತ್ತು ಸಮಗ್ರ ಸಾಗಣೆ ವ್ಯವಸ್ಥೆಗೆ ಸಂಪರ್ಕ ಒದಗುವ ಸಾಧ್ಯತೆ ಇದೆ. ಇದರಿಂದ ಕೈಗಾರಿಕೆಗಳ ಸ್ಥಾಪನೆಯಾಗಿ ಈ ಭಾಗದ ಜನತೆಗೆ ಉದ್ಯೋಗ ಸಿಗಲಿದೆ ಎಂದು ಅವರು ತಿಳಿಸಿದ್ದಾರೆ. [197, 368, 367, 436]
paragraph: ಬೀದರ್, ಡಿ.4- ಜಿಲ್ಲೆಯ ಗುಮ್ಮಾ ಗ್ರಾಮದಲ್ಲಿ ಶಿಲುಬೆ (ಕ್ರಾಸ್) ಕಿತ್ತುಹಾಕಲು ಪ್ರಯತ್ನ ನಡೆದಿದೆ ಎಂದು ಆರೋಪಿಸಿ ಮೇಲೆ ಗ್ರಾಮಸ್ಥರು ಪೊಲೀಸ್ ಠಾಣೆಗೆ ದೂರು ನೀಡಿರುವ ಘಟನೆ ನಡೆದಿದೆ. [387, 582, 548, 636]
paragraph: ಘಟನೆ ತಿಳಿಯುತ್ತಿದ್ದಂತೆ ಗ್ರಾಮದ ಜನರು ಸ್ಥಳಕ್ಕೆ ದೌಡಾಯಿಸಿ ಪ್ರತಿಭಟನೆ ನಡೆಸಿದರು. ಪೊಲೀಸರು ಸ್ಥಳಕ್ಕೆ ಭೇಟಿ ನೀಡಿ ಪರಿಶೀಲನೆ ನಡೆಸಿ ಪ್ರಕರಣ ದಾಖಲಿಸಿಕೊಂಡಿದ್ದಾರೆ. [558, 744, 909, 770]
story-5-body [14, 486, 367, 665]
paragraph: ಕೇಂದ್ರ ಸರ್ಕಾರದಿಂದ ಜಿಲ್ಲೆಯಲ್ಲಿ ಬೃಹತ್ ಕೈಗಾರಿಕೆ ಕಾರಿಡಾರ್ ಸ್ಥಾಪನೆಯಾಗುವುದರಿಂದ ಲಕ್ಷಾಂತರ ಜನರಿಗೆ ಉದ್ಯೋಗವಕಾಶಗಳು ಹೆಚ್ಚಾಗಿದ್ದು, ಜೊತೆಗೆ ಮೂಲಭೂತ ಸೌಲಭ್ಯಗಳ ಅಭಿವೃದ್ಧಿ ಹಾಗೂ ಸ್ಥಳೀಯ ಆರ್ಥಿಕತೆ ಬಲಗೊಳ್ಳಲು ಇದು ಸಹಾಯಕವಾಗಲಿದೆ ಎಂದು ಅವರು ಹೇಳಿಕೆಯಲ್ಲಿ ವಿಮರ್ಶಿಸಿದ್ದಾರೆ. [14, 234, 367, 422]
story-4-photo [558, 571, 909, 717]
story-11-headline: ಅಂಚೆ ತ ಬಾಲಕನ ಪತಿಗೆ ಸಹಕಾರಿಸಲು ಮನವಿ [1241, 1165, 1441, 1182]
paragraph: ಆಯೋಜನಾ ಸಮಿತಿಯು ಪಠಿಯಿಂದ ಆಯೋಜಿಸಿದ್ದ ಈ ಕಾರ್ಯಕ್ರಮದಲ್ಲಿ ನೂರಾರು ಭಕ್ತರು ಭಾಗವಹಿಸಿ ಗೀತಾ ಪಠಣ ಮಾಡಿದರು. ಮಹಿಳೆಯರು ಹೆಚ್ಚಿನ ಸಂಖ್ಯೆಯಲ್ಲಿ ಪಾಲ್ಗೊಂಡಿದ್ದರು. [178, 1317, 366, 1370]
paragraph: ಅವರು ನಗರದ ಶ್ರೀ ರಾಘವೇಂದ್ರ ಸ್ವಾಮಿ ಮಠದ ಆವರಣದಲ್ಲಿ ನಡೆದ ಧಾರ್ಮಿಕ ಕಾರ್ಯಕ್ರಮದಲ್ಲಿ ಭಾಗವಹಿಸಿ ಆಶೀರ್ವಚನ ನೀಡಿದರು. ನಿತ್ಯ ಪೂಜೆ, ಜಪ, ತಪಗಳಿಂದ ಮನಸ್ಸಿನ ಶುದ್ಧಿ ಸಾಧ್ಯ ಎಂದು ಅವರು ಅಭಿಪ್ರಾಯಪಟ್ಟರು. [929, 191, 1083, 259]
story-5-headline: ಎ.ಕೆ. ರಾಮೇಶ್ವರ ಸಾಹಿತ್ಯ ಮತ್ತು ಸಾಂಸ್ಕೃತಿಕ ಪ್ರತಿಷ್ಠಾನ ಅಸ್ತಿತ್ವಕ್ಕೆ [25, 453, 356, 473]
paragraph: ಸಿಂಧನೂರು, ಡಿ.4- ದೇವರನ್ನು ನಾವು ನಮ್ಮ ಶುದ್ಧವಾದ ಮನಸ್ಸಿನಿಂದ ಕಾಣಬೇಕು. ಆಗ ಮಾತ್ರ ಜೀವನದಲ್ಲಿ ನೆಮ್ಮದಿ ಮತ್ತು ಶಾಂತಿ ಸಿಗಲು ಸಾಧ್ಯ ಎಂದು ಉಡುಪಿಯ ಪೇಜಾವರ ಮಠದ ವಿಶ್ವಪ್ರಸನ್ನ ತೀರ್ಥ ಸ್ವಾಮೀಜಿ ಹೇಳಿದರು. [929, 110, 1083, 179]
paragraph: ಈ ಸಂದರ್ಭದಲ್ಲಿ ರೈತ ಮುಖಂಡರು ಮಾತನಾಡಿ, ಕಳೆದ ಮುಂಗಾರು ಹಂಗಾಮಿನಲ್ಲಿ ಅತಿವೃಷ್ಟಿಯಿಂದ ಸಾವಿರಾರು ಹೆಕ್ಟೇರ್ ಪ್ರದೇಶದಲ್ಲಿ ಬೆಳೆ ಹಾನಿಯಾಗಿದೆ. ಆದರೆ ಇನ್ನೂ ಪರಿಹಾರ ಬಂದಿಲ್ಲ ಎಂದು ಆರೋಪಿಸಿದರು. [788, 1148, 1153, 1174]
story-7-subhead: ವಿಜಯನಗರ(ಹೊಸಪೇಟೆ), [387, 835, 468, 846]
paragraph: ನಗರದಲ್ಲಿ ನಡೆದ ಸುದ್ದಿಗೋಷ್ಠಿಯಲ್ಲಿ ಮಾತನಾಡಿದ ಸಂಘಟನೆಗಳ ಮುಖಂಡರು, ಕಲ್ಯಾಣ ಕರ್ನಾಟಕ ಭಾಗಕ್ಕೆ ಅನ್ಯಾಯವಾಗುತ್ತಿದೆ. 371(ಜೆ) ಕಲಂ ಸಮರ್ಪಕವಾಗಿ ಜಾರಿಯಾಗಿಲ್ಲ ಎಂದು ದೂರಿದರು. [1076, 565, 1211, 648]
story-2-photo [564, 127, 731, 273]
story-6-body [929, 564, 1505, 687]
story-9 [779, 993, 1163, 1376]
story-8 [14, 993, 774, 1376]
